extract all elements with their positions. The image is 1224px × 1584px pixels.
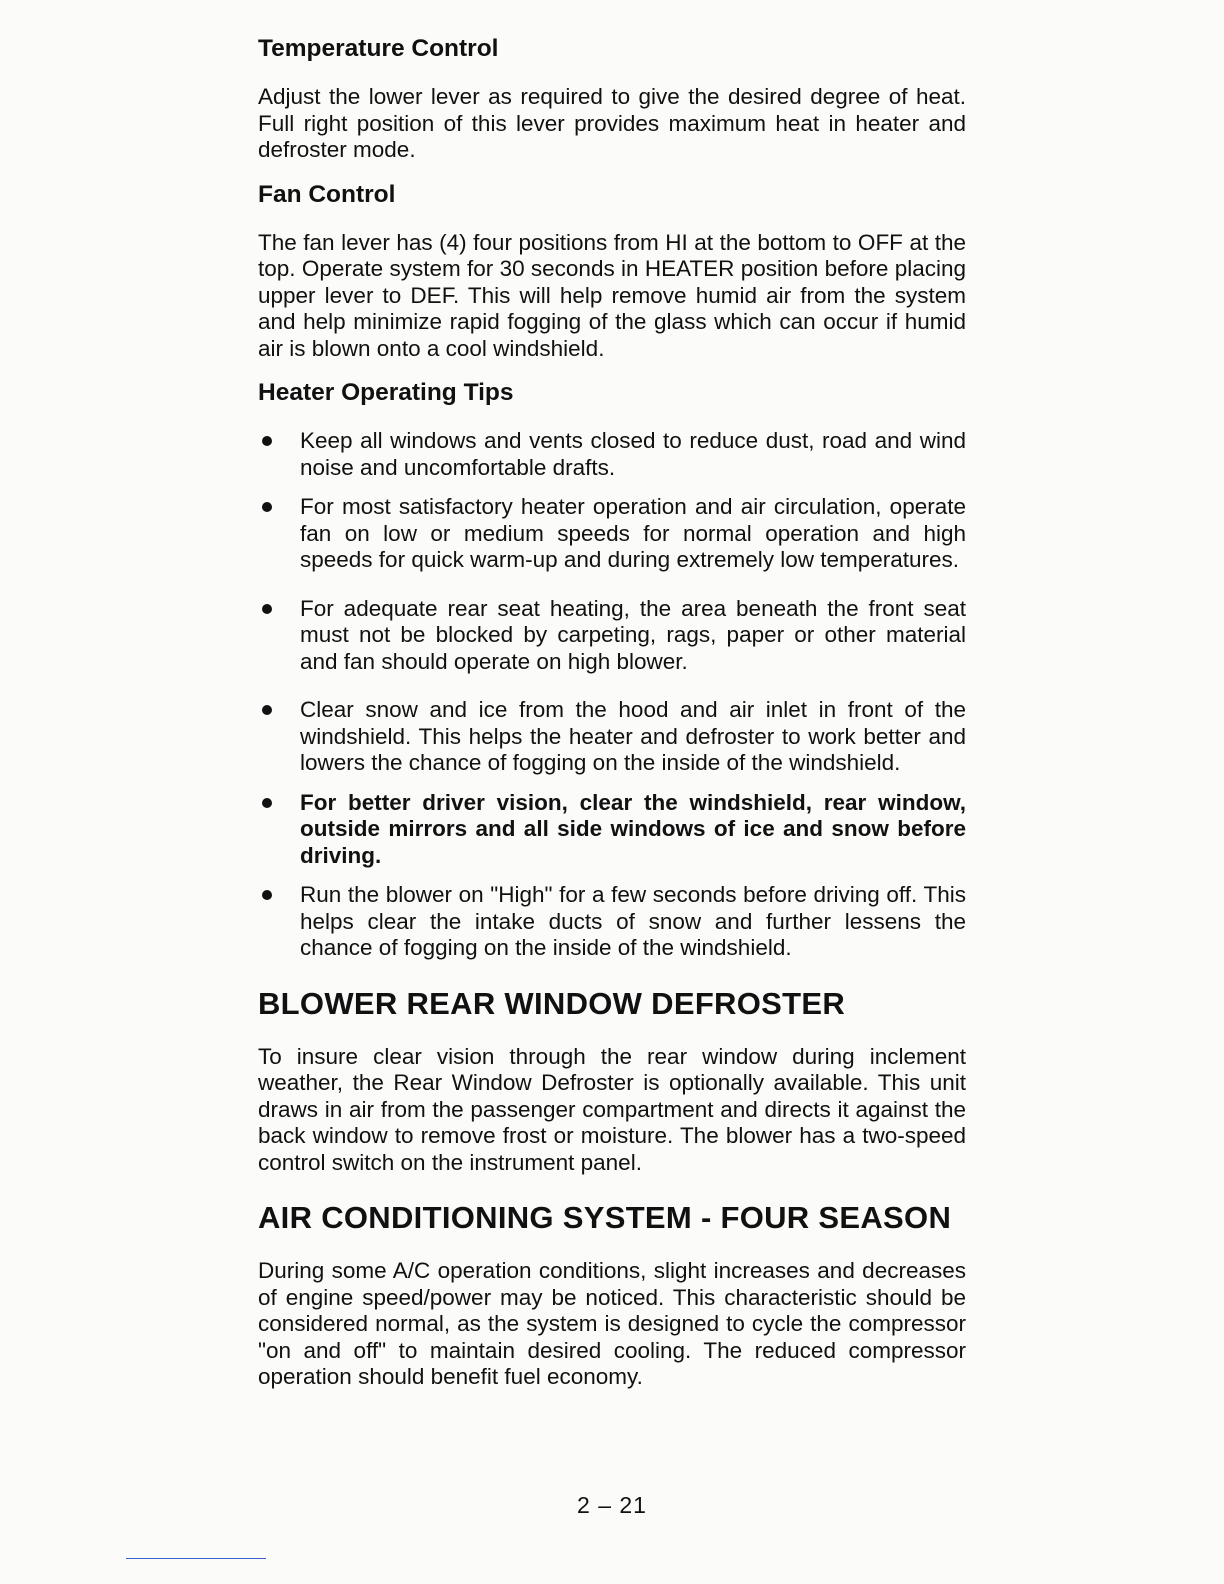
fan-control-text: The fan lever has (4) four positions from HI at the bottom to OFF at the top. Operate system for 30 seconds in HEATER position before placing upper lever to DEF. This will help remove humid air from the system and help minimize rapid fogging of the glass which can occur if humid air is blown onto a cool windshield. xyxy=(258,229,966,361)
bullet-icon xyxy=(262,604,272,614)
list-item: For adequate rear seat heating, the area beneath the front seat must not be blocked by carpeting, rags, paper or other material and fan should operate on high blower. xyxy=(258,596,966,676)
list-item: For better driver vision, clear the windshield, rear window, outside mirrors and all side windows of ice and snow before driving. xyxy=(258,790,966,870)
bullet-icon xyxy=(262,890,272,900)
blower-defroster-heading: BLOWER REAR WINDOW DEFROSTER xyxy=(258,985,846,1021)
temperature-control-text: Adjust the lower lever as required to give the desired degree of heat. Full right position of this lever provides maximum heat in heater and defroster mode. xyxy=(258,84,966,162)
temperature-control-heading: Temperature Control xyxy=(258,35,499,62)
page-number: 2 – 21 xyxy=(577,1492,647,1518)
air-conditioning-heading: AIR CONDITIONING SYSTEM - FOUR SEASON xyxy=(258,1200,952,1235)
bullet-icon xyxy=(262,436,272,446)
list-item: Keep all windows and vents closed to reduce dust, road and wind noise and uncomfortable drafts. xyxy=(258,428,966,481)
list-item: Clear snow and ice from the hood and air inlet in front of the windshield. This helps the heater and defroster to work better and lowers the chance of fogging on the inside of the windshield. xyxy=(258,697,966,777)
list-item: Run the blower on "High" for a few seconds before driving off. This helps clear the intake ducts of snow and further lessens the chance of fogging on the inside of the windshield. xyxy=(258,882,966,962)
heater-tips-list xyxy=(258,428,966,962)
bullet-icon xyxy=(262,798,272,808)
list-item: For most satisfactory heater operation and air circulation, operate fan on low or medium speeds for normal operation and high speeds for quick warm-up and during extremely low temperatures. xyxy=(258,494,966,574)
bullet-icon xyxy=(262,705,272,715)
divider xyxy=(126,1558,266,1559)
heater-tips-heading: Heater Operating Tips xyxy=(258,379,514,406)
air-conditioning-text: During some A/C operation conditions, slight increases and decreases of engine speed/power may be noticed. This characteristic should be considered normal, as the system is designed to cycle the compressor "on and off" to maintain desired cooling. The reduced compressor operation should benefit fuel economy. xyxy=(258,1258,966,1389)
bullet-icon xyxy=(262,502,272,512)
blower-defroster-text: To insure clear vision through the rear window during inclement weather, the Rear Window Defroster is optionally available. This unit draws in air from the passenger compartment and directs it against the back window to remove frost or moisture. The blower has a two-speed control switch on the instrument panel. xyxy=(258,1043,966,1175)
manual-page xyxy=(258,30,966,1391)
fan-control-heading: Fan Control xyxy=(258,180,396,208)
